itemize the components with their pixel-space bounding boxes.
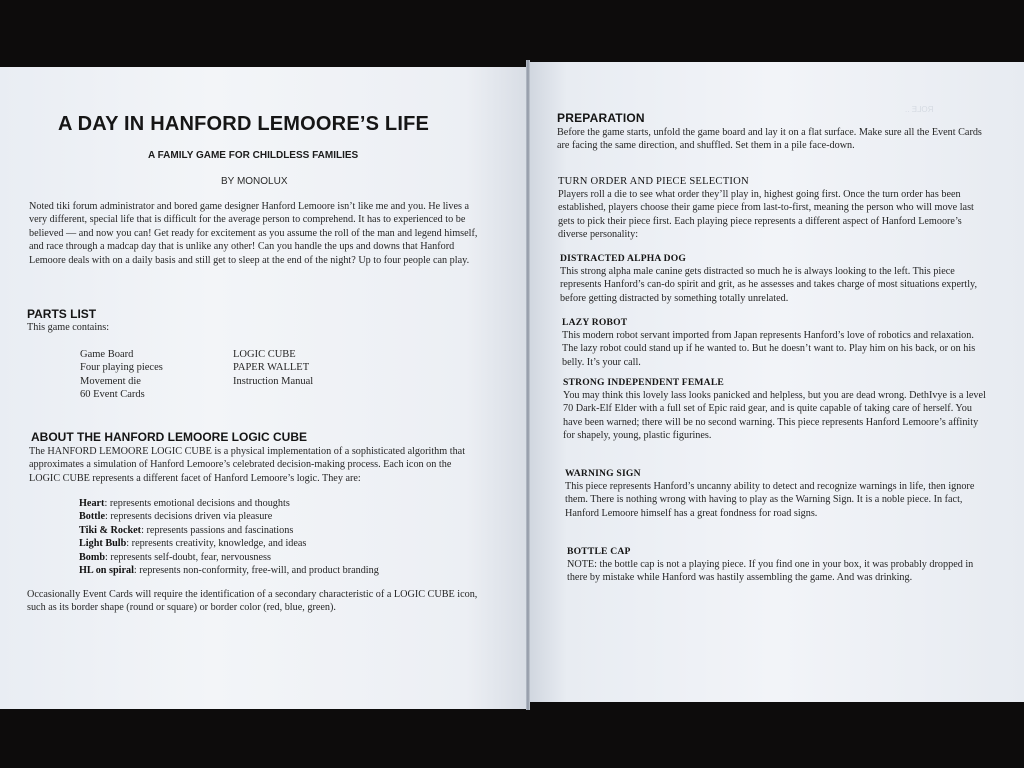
parts-list-item: Movement die <box>80 375 141 387</box>
icon-list-item <box>79 564 379 577</box>
parts-list-item: 60 Event Cards <box>80 388 145 400</box>
byline: BY MONOLUX <box>221 176 288 187</box>
piece-text: This piece represents Hanford’s uncanny ability to detect and recognize warnings in life, then ignore them. There is nothing wrong with having to play as the Warning Sign. It is a noble piece. In fact, Hanford Lemoore himself has a great fondness for road signs. <box>565 481 975 519</box>
parts-list-heading: PARTS LIST <box>27 307 97 321</box>
piece-text: You may think this lovely lass looks panicked and helpless, but you are dead wrong. DethIvye is a level 70 Dark-Elf Elder with a full set of Epic raid gear, and is quite capable of taking care of herself. You have been warned; there will be no second warning. This piece represents Hanford Lemoore’s affinity for shapely, young, plastic figurines. <box>563 390 986 441</box>
turn-order-text: Players roll a die to see what order they’ll play in, highest going first. Once the turn order has been established, players choose their game piece from last-to-first, meaning the person who will move last gets to pick their piece first. Each playing piece represents a different aspect of Hanford Lemoore’s diverse personality: <box>558 189 974 240</box>
piece-heading: WARNING SIGN <box>565 468 641 479</box>
piece-text: This strong alpha male canine gets distracted so much he is always looking to the left. This piece represents Hanford’s can-do spirit and grit, as he assesses and takes charge of most situations expertly, before getting distracted by something totally unrelated. <box>560 266 978 304</box>
preparation-heading: PREPARATION <box>557 111 645 125</box>
icon-description: : represents emotional decisions and thoughts <box>104 498 290 509</box>
parts-list-item: PAPER WALLET <box>233 362 310 374</box>
icon-list-item <box>79 551 379 564</box>
icon-name: HL on spiral <box>79 565 134 577</box>
icon-description: : represents passions and fascinations <box>141 524 294 536</box>
parts-list-intro: This game contains: <box>27 322 110 333</box>
show-through-text: ROLE .. <box>905 105 934 114</box>
icon-list-item <box>79 497 379 510</box>
icon-description: : represents creativity, knowledge, and ideas <box>126 538 307 550</box>
logic-cube-heading: ABOUT THE HANFORD LEMOORE LOGIC CUBE <box>31 430 307 444</box>
turn-order-heading: TURN ORDER AND PIECE SELECTION <box>558 176 749 187</box>
icon-list-item <box>79 524 379 537</box>
piece-heading: BOTTLE CAP <box>567 546 631 557</box>
icon-list-item <box>79 510 379 523</box>
icon-name: Bottle <box>79 511 106 523</box>
piece-section-warning-sign <box>565 468 990 520</box>
parts-list-item: Instruction Manual <box>233 375 314 387</box>
parts-list-item: Game Board <box>80 349 134 360</box>
parts-list-column-1 <box>80 348 163 401</box>
icon-description: : represents decisions driven via pleasure <box>105 511 273 523</box>
piece-section-bottle-cap <box>567 546 992 585</box>
icon-description: : represents non-conformity, free-will, and product branding <box>133 565 379 577</box>
intro-paragraph: Noted tiki forum administrator and bored game designer Hanford Lemoore isn’t like me and you. He lives a very different, special life that is difficult for the average person to comprehend. It has to experienced to be believed — and now you can! Get ready for excitement as you assume the roll of the man and legend himself, and race through a madcap day that is unlike any other! Can you handle the ups and downs that Hanford Lemoore deals with on a daily basis and still get to sleep at the end of the night? Up to four people can play. <box>29 201 478 266</box>
parts-list-item: LOGIC CUBE <box>233 349 296 360</box>
event-cards-note: Occasionally Event Cards will require the identification of a secondary characteristic of a LOGIC CUBE icon, such as its border shape (round or square) or border color (red, blue, green). <box>27 589 478 614</box>
icon-name: Heart <box>79 498 105 509</box>
icon-name: Tiki & Rocket <box>79 524 142 536</box>
icon-name: Light Bulb <box>79 538 127 550</box>
booklet-title: A DAY IN HANFORD LEMOORE’S LIFE <box>58 113 430 135</box>
preparation-text: Before the game starts, unfold the game board and lay it on a flat surface. Make sure all the Event Cards are facing the same direction, and shuffled. Set them in a pile face-down. <box>557 127 982 152</box>
piece-heading: STRONG INDEPENDENT FEMALE <box>563 377 725 388</box>
piece-section-independent-female <box>563 377 988 442</box>
piece-text: This modern robot servant imported from Japan represents Hanford’s love of robotics and relaxation. The lazy robot could stand up if he wanted to. But he doesn’t want to. Play him on his back, or on his belly. It’s your call. <box>562 330 976 368</box>
booklet-subtitle: A FAMILY GAME FOR CHILDLESS FAMILIES <box>148 150 359 161</box>
parts-list-item: Four playing pieces <box>80 362 163 374</box>
booklet-spine <box>526 60 530 710</box>
piece-text: NOTE: the bottle cap is not a playing piece. If you find one in your box, it was probably dropped in there by mistake while Hanford was hastily assembling the game. And was drinking. <box>567 559 974 584</box>
icon-description: : represents self-doubt, fear, nervousness <box>105 551 271 563</box>
icon-name: Bomb <box>79 551 106 563</box>
piece-section-alpha-dog <box>560 253 985 305</box>
parts-list-column-2 <box>233 348 313 388</box>
piece-heading: LAZY ROBOT <box>562 317 628 328</box>
turn-order-section <box>558 176 983 241</box>
piece-heading: DISTRACTED ALPHA DOG <box>560 253 687 264</box>
piece-section-lazy-robot <box>562 317 987 369</box>
icon-list-item <box>79 537 379 550</box>
logic-cube-description: The HANFORD LEMOORE LOGIC CUBE is a physical implementation of a sophisticated algorithm that approximates a simulation of Hanford Lemoore’s celebrated decision-making process. Each icon on the LOGIC CUBE represents a different facet of Hanford Lemoore’s logic. They are: <box>29 446 466 484</box>
logic-cube-icon-list <box>79 497 379 577</box>
preparation-section <box>557 111 982 153</box>
